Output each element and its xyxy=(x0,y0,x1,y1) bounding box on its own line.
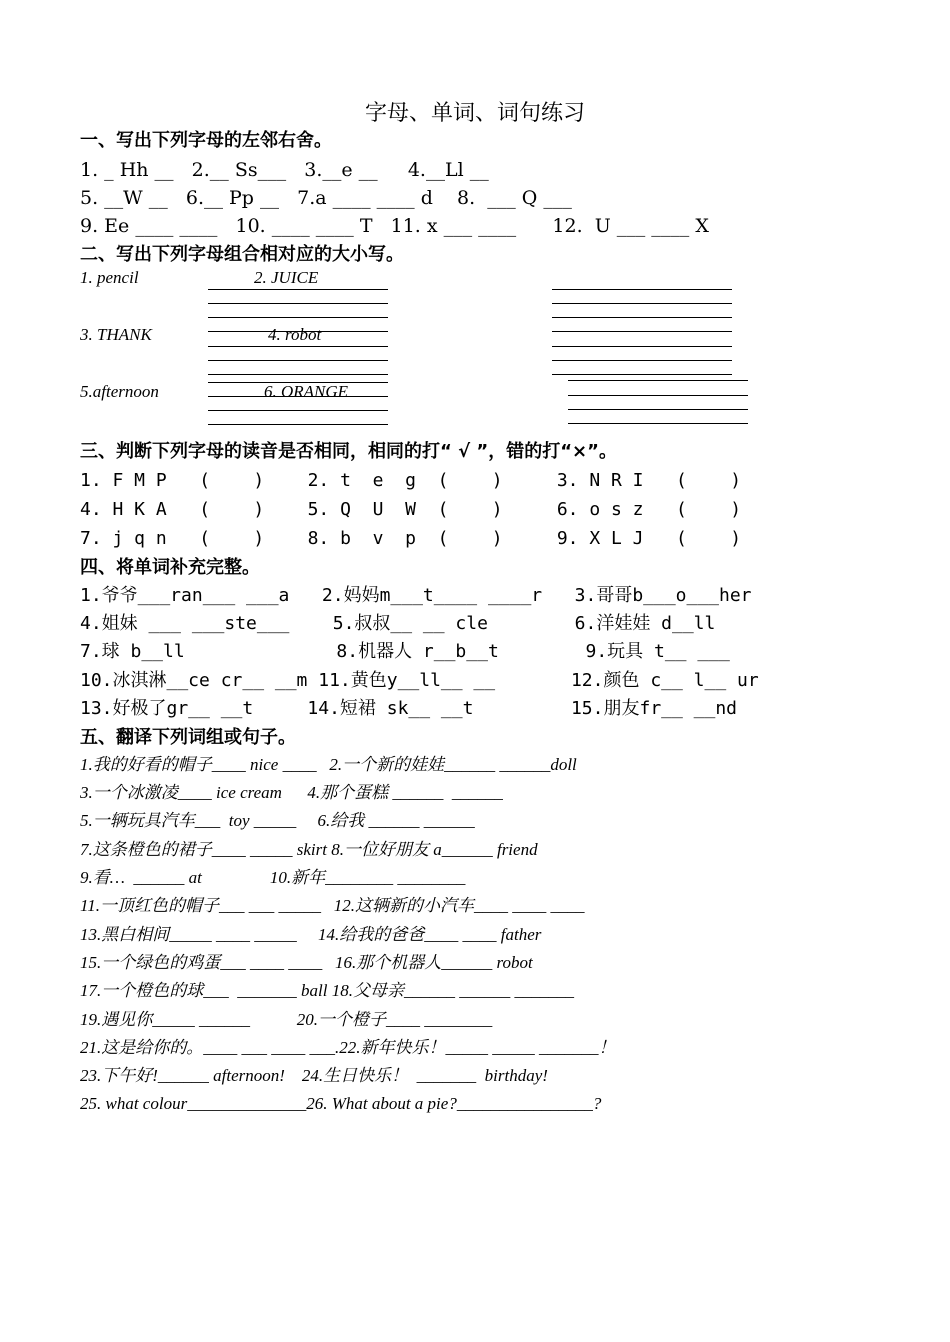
writing-line xyxy=(208,346,388,347)
section4-row: 1.爷爷___ran___ ___a 2.妈妈m___t____ ____r 3.哥哥b___o___her xyxy=(80,585,752,606)
section4-row: 10.冰淇淋__ce cr__ __m 11.黄色y__ll__ __ 12.颜色 c__ l__ ur xyxy=(80,670,759,691)
section2-item-afternoon: 5.afternoon xyxy=(80,382,159,401)
writing-line xyxy=(552,346,732,347)
writing-line xyxy=(208,424,388,425)
section4-row: 7.球 b__ll 8.机器人 r__b__t 9.玩具 t__ ___ xyxy=(80,641,730,662)
section5-row: 19.遇见你_____ ______ 20.一个橙子____ ________ xyxy=(80,1010,493,1029)
section3-row: 1. F M P ( ) 2. t e g ( ) 3. N R I ( ) xyxy=(80,470,742,491)
section3-heading: 三、判断下列字母的读音是否相同，相同的打“ √ ”，错的打“×”。 xyxy=(80,441,617,462)
section5-row: 17.一个橙色的球___ _______ ball 18.父母亲______ ______ _______ xyxy=(80,981,574,1000)
section1-row: 1. _ Hh __ 2.__ Ss___ 3.__e __ 4.__Ll __ xyxy=(80,159,489,181)
section5-row: 7.这条橙色的裙子____ _____ skirt 8.一位好朋友 a______ friend xyxy=(80,840,538,859)
section1-row: 9. Ee ____ ____ 10. ____ ____ T 11. x ___ ____ 12. U ___ ____ X xyxy=(80,215,709,237)
writing-line xyxy=(208,331,388,332)
writing-line xyxy=(552,331,732,332)
section2-item-thank: 3. THANK xyxy=(80,325,152,344)
section5-row: 15.一个绿色的鸡蛋___ ____ ____ 16.那个机器人______ robot xyxy=(80,953,533,972)
section5-row: 5.一辆玩具汽车___ toy _____ 6.给我 ______ ______ xyxy=(80,811,475,830)
writing-line xyxy=(552,374,732,375)
writing-line xyxy=(208,303,388,304)
writing-line xyxy=(208,289,388,290)
writing-line xyxy=(552,289,732,290)
section1-heading: 一、写出下列字母的左邻右舍。 xyxy=(80,130,332,151)
section4-heading: 四、将单词补充完整。 xyxy=(80,557,260,578)
section5-row: 11.一顶红色的帽子___ ___ _____ 12.这辆新的小汽车____ ____ ____ xyxy=(80,896,585,915)
section2-heading: 二、写出下列字母组合相对应的大小写。 xyxy=(80,244,404,265)
writing-line xyxy=(208,396,388,397)
section5-row: 3.一个冰激凌____ ice cream 4.那个蛋糕 ______ ______ xyxy=(80,783,503,802)
writing-line xyxy=(568,395,748,396)
writing-line xyxy=(552,317,732,318)
section2-item-robot: 4. robot xyxy=(268,325,322,344)
page-title: 字母、单词、词句练习 xyxy=(364,101,585,126)
section2-item-orange: 6. ORANGE xyxy=(264,382,349,401)
writing-line xyxy=(208,360,388,361)
writing-line xyxy=(208,317,388,318)
section5-row: 21.这是给你的。____ ___ ____ ___.22.新年快乐！_____ _____ _______！ xyxy=(80,1038,616,1057)
section5-row: 25. what colour______________26. What about a pie?________________? xyxy=(80,1094,602,1113)
section3-row: 4. H K A ( ) 5. Q U W ( ) 6. o s z ( ) xyxy=(80,499,742,520)
writing-line xyxy=(552,360,732,361)
writing-line xyxy=(568,409,748,410)
writing-line xyxy=(552,303,732,304)
section2-item-juice: 2. JUICE xyxy=(254,268,319,287)
section4-row: 13.好极了gr__ __t 14.短裙 sk__ __t 15.朋友fr__ __nd xyxy=(80,698,738,719)
section3-row: 7. j q n ( ) 8. b v p ( ) 9. X L J ( ) xyxy=(80,528,742,549)
section2-item-pencil: 1. pencil xyxy=(80,268,139,287)
section4-row: 4.姐妹 ___ ___ste___ 5.叔叔__ __ cle 6.洋娃娃 d__ll xyxy=(80,613,716,634)
section5-row: 1.我的好看的帽子____ nice ____ 2.一个新的娃娃______ ______doll xyxy=(80,755,577,774)
section5-heading: 五、翻译下列词组或句子。 xyxy=(80,727,296,748)
writing-line xyxy=(568,380,748,381)
writing-line xyxy=(208,374,388,375)
writing-line xyxy=(208,382,388,383)
section1-row: 5. __W __ 6.__ Pp __ 7.a ____ ____ d 8. ___ Q ___ xyxy=(80,187,572,209)
section5-row: 13.黑白相间_____ ____ _____ 14.给我的爸爸____ ____ father xyxy=(80,925,542,944)
section5-row: 9.看… ______ at 10.新年________ ________ xyxy=(80,868,466,887)
writing-line xyxy=(568,423,748,424)
section5-row: 23.下午好!______ afternoon! 24.生日快乐！ _______ birthday! xyxy=(80,1066,548,1085)
writing-line xyxy=(208,410,388,411)
